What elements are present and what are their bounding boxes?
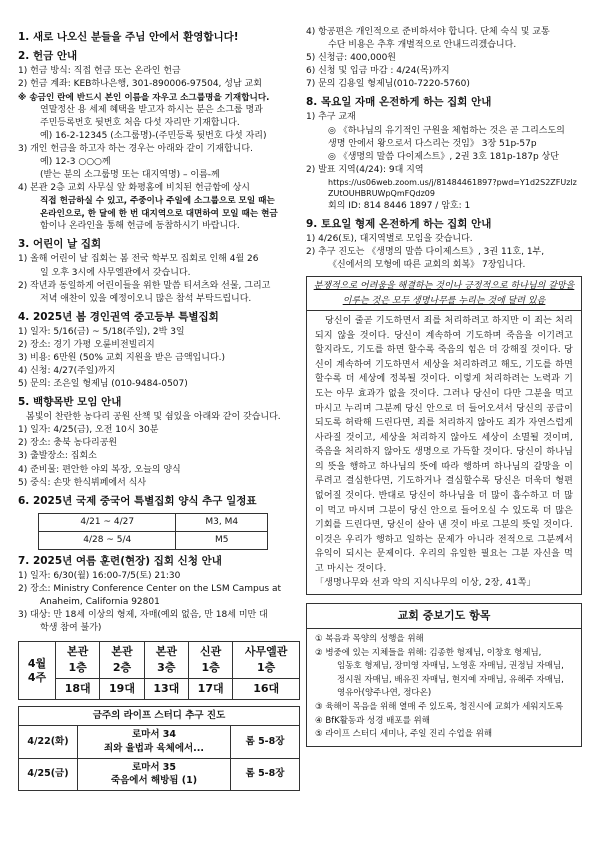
section-5-title: 5. 백향목반 모임 안내 xyxy=(18,396,122,409)
s8-line: 회의 ID: 814 8446 1897 / 암호: 1 xyxy=(328,200,471,211)
schedule-week-line: 4월 xyxy=(27,656,47,670)
s2-line: (받는 분의 소그룹명 또는 대지역명) – 이름-께 xyxy=(40,170,220,181)
s5-line: 2) 장소: 충북 농다리공원 xyxy=(18,438,118,449)
table-row xyxy=(39,531,268,549)
life-study-table xyxy=(18,706,300,791)
s2-line: 1) 헌금 방식: 직접 헌금 또는 온라인 헌금 xyxy=(18,66,181,77)
prayer-item: ⑤ 라이프 스터디 세미나, 주일 진리 수업을 위해 xyxy=(315,729,493,740)
s9-line: 2) 추구 진도는 《생명의 말씀 다이제스트》, 3권 11호, 1부, xyxy=(306,247,545,258)
s3-line: 2) 작년과 동일하게 어린이들을 위한 말씀 티셔츠와 선물, 그리고 xyxy=(18,280,271,291)
section-7-title: 7. 2025년 여름 훈련(현장) 집회 신청 안내 xyxy=(18,554,222,567)
prayer-item: ① 복음과 목양의 성행을 위해 xyxy=(315,633,424,644)
s9-line: 《신에서의 모형에 따른 교회의 회복》 7장입니다. xyxy=(328,260,526,271)
life-study-title: 금주의 라이프 스터디 추구 진도 xyxy=(19,707,300,726)
s5-line: 5) 중식: 손맛 한식뷔페에서 식사 xyxy=(18,477,147,488)
s8-line: ◎ 《생명의 말씀 다이제스트》, 2권 3호 181p-187p 상단 xyxy=(328,151,559,162)
col-top: 신관 xyxy=(200,645,222,659)
section-9-title: 9. 토요일 형제 온전하게 하는 집회 안내 xyxy=(306,217,492,230)
s7-line: 2) 장소: Ministry Conference Center on the LSM Campus at xyxy=(18,584,282,595)
schedule-val: 17대 xyxy=(188,679,232,700)
s9-line: 1) 4/26(토), 대지역별로 모임을 갖습니다. xyxy=(306,234,473,245)
section-3-title: 3. 어린이 날 집회 xyxy=(18,238,102,251)
life-date: 4/22(화) xyxy=(19,725,78,758)
life-topic xyxy=(78,725,231,758)
left-column xyxy=(18,26,300,791)
s4-line: 5) 문의: 조은일 형제님 (010-9484-0507) xyxy=(18,379,188,390)
schedule-val: 16대 xyxy=(233,679,300,700)
prayer-item: ③ 육해이 목음을 위해 열매 주 있도록, 청진시에 교회가 세워지도록 xyxy=(315,701,564,712)
s5-line: 1) 일자: 4/25(금), 오전 10시 30분 xyxy=(18,425,159,436)
s2-line: 2) 헌금 계좌: KEB하나은행, 301-890006-97504, 성남 교회 xyxy=(18,79,262,90)
section-8-title: 8. 목요일 자매 온전하게 하는 집회 안내 xyxy=(306,96,492,109)
schedule-val: 18대 xyxy=(56,679,100,700)
schedule-val: 19대 xyxy=(100,679,144,700)
s4-line: 1) 일자: 5/16(금) ~ 5/18(주일), 2박 3일 xyxy=(18,326,185,337)
s5-line: 봄빛이 찬란한 농다리 공원 산책 및 쉼있을 아래와 같이 갖습니다. xyxy=(26,412,281,423)
prayer-item: 임동호 형제님, 장미영 자매님, 노영훈 자매님, 권정님 자매님, xyxy=(337,661,564,672)
s2-line: 예) 12-3 ○○○께 xyxy=(40,157,111,168)
col-mid: 1층 xyxy=(257,661,276,675)
schedule-col xyxy=(56,642,100,679)
life-topic xyxy=(78,758,231,791)
s7-line: 1) 일자: 6/30(월) 16:00-7/5(토) 21:30 xyxy=(18,571,181,582)
s6-table xyxy=(38,513,268,550)
s3-line: 1) 올해 어린이 날 집회는 봄 전국 학부모 집회로 인해 4월 26 xyxy=(18,254,259,265)
col-top: 본관 xyxy=(67,645,89,659)
prayer-item: 정시원 자매님, 배유진 자매님, 현지예 자매님, 유해주 자매님, xyxy=(337,674,564,685)
life-t2: 죽음에서 해방됨 (1) xyxy=(110,775,198,787)
s5-line: 3) 출발장소: 집회소 xyxy=(18,451,97,462)
s2-line: 4) 본관 2층 교회 사무실 앞 화평홈에 비치된 헌금함에 상시 xyxy=(18,183,250,194)
s2-line: 온라인으로, 한 달에 한 번 대지역으로 대면하여 모일 때는 현금 xyxy=(40,208,278,219)
table-row xyxy=(19,679,300,700)
life-chapter: 롬 5-8장 xyxy=(231,758,300,791)
section-2-body xyxy=(18,65,300,233)
table-row xyxy=(19,725,300,758)
prayer-title: 교회 중보기도 항목 xyxy=(307,604,581,629)
life-t1: 로마서 35 xyxy=(131,761,177,773)
s6-val: M3, M4 xyxy=(176,513,268,531)
table-row xyxy=(19,707,300,726)
s2-line: 3) 개인 헌금을 하고자 하는 경우는 아래와 같이 기재합니다. xyxy=(18,144,253,155)
s7-line: 학생 참여 불가) xyxy=(40,623,102,634)
s2-line: ※ 송금인 란에 반드시 본인 이름을 자우고 소그룹명을 기재합니다. xyxy=(18,92,270,103)
s8-link[interactable]: https://us06web.zoom.us/j/81484461897?pwd=Y1d2S2ZFUzlz xyxy=(328,177,577,187)
table-row xyxy=(19,758,300,791)
s7-cont-line: 4) 항공편은 개인적으로 준비하셔야 합니다. 단체 숙식 및 교통 xyxy=(306,27,550,37)
section-6-title: 6. 2025년 국제 중국어 특별집회 양식 추구 일정표 xyxy=(18,494,257,507)
s6-val: M5 xyxy=(176,531,268,549)
s2-line: 함이나 온라인을 통해 헌금에 동참하시기 바랍니다. xyxy=(40,221,240,232)
col-top: 본관 xyxy=(111,645,133,659)
prayer-box xyxy=(306,603,582,747)
s7-line: Anaheim, California 92801 xyxy=(40,597,160,608)
s4-line: 2) 장소: 경기 가평 오륜비전빌리지 xyxy=(18,339,155,350)
s2-line: 직접 헌금하실 수 있고, 주중이나 주일에 소그룹으로 모일 때는 xyxy=(40,196,275,207)
cleaning-schedule-table xyxy=(18,641,300,700)
s8-line: 2) 발표 지역(4/24): 9대 지역 xyxy=(306,164,424,175)
right-column xyxy=(306,26,582,747)
life-date: 4/25(금) xyxy=(19,758,78,791)
col-mid: 3층 xyxy=(157,661,176,675)
essay-box xyxy=(306,276,582,595)
prayer-item: ② 병중에 있는 지체들을 위해: 김종한 형제님, 이창호 형제님, xyxy=(315,647,542,658)
section-2-title: 2. 헌금 안내 xyxy=(18,50,78,63)
prayer-item: ④ BfK활동과 성경 배포를 위해 xyxy=(315,715,430,726)
essay-text: 당신이 줄곧 기도하면서 죄를 처리하려고 하지만 이 죄는 처리되지 않을 것이다. 당신이 계속하여 기도하며 죽음을 이기려고 할지라도, 기도를 하면 할수록 죽음의 힘은 더 강해질 것이다. 당신이 계속하여 기도하면서 세상을 처리하려고 해도, 기도를 하면 할수록 더 세상에 정복될 것이다. 이렇게 처리하려는 노력과 기도는 아무 효과가 없을 것이다. 그러나 당신이 다만 그분을 먹고 마시고 누리며 그분께 당신 안으로 더 들어오셔서 당신의 공급이 되도록 허락해 드린다면, 죄를 처리하지 않아도 죄가 자연스럽게 사라질 것이고, 세상을 처리하지 않아도 세상이 소멸될 것이며, 죽음을 처리하지 않아도 생명으로 가득할 것이다. 당신이 하나님의 뜻을 행하고 하나님의 뜻에 따라 행하며 하나님의 갈망을 이루려고 결심한다면, 기도하거나 결심할수록 당신은 더욱더 형편없어질 것이다. 반대로 당신이 하나님을 더 많이 흡수하고 더 많이 먹고 마시며 그분이 당신 안으로 들어오실 수 있도록 더 많은 기회를 드린다면, 당신이 살아 낸 것이 바로 그분의 뜻일 것이다. 이것은 우리가 행하고 일하는 문제가 아니라 전적으로 그분께서 유익이 되시는 문제이다. 우리의 유일한 필요는 그분 자신을 먹고 마시는 것이다. xyxy=(315,316,573,574)
table-row xyxy=(39,513,268,531)
essay-body xyxy=(307,311,581,594)
schedule-col xyxy=(100,642,144,679)
s7-cont-line: 5) 신청금: 400,000원 xyxy=(306,53,396,64)
essay-heading: 분쟁적으로 어려움을 해결하는 것이나 긍정적으로 하나님의 갈망을 이루는 것은 모두 생명나무를 누리는 것에 달려 있음 xyxy=(307,277,581,311)
table-row xyxy=(19,642,300,679)
s2-line: 연말정산 용 세제 혜택을 받고자 하시는 분은 소그룹 명과 xyxy=(40,104,263,115)
s5-line: 4) 준비물: 편안한 야외 복장, 오늘의 양식 xyxy=(18,464,181,475)
col-mid: 1층 xyxy=(68,661,87,675)
schedule-col xyxy=(144,642,188,679)
s6-date: 4/21 ~ 4/27 xyxy=(39,513,176,531)
life-chapter: 롬 5-8장 xyxy=(231,725,300,758)
s7-cont-line: 7) 문의 김용일 형제님(010-7220-5760) xyxy=(306,79,470,90)
section-4-title: 4. 2025년 봄 경인권역 중고등부 특별집회 xyxy=(18,310,219,323)
col-mid: 2층 xyxy=(112,661,132,675)
s7-cont-line: 6) 신청 및 입금 마감 : 4/24(목)까지 xyxy=(306,66,450,77)
col-top: 사무엘관 xyxy=(244,645,288,659)
schedule-col xyxy=(233,642,300,679)
essay-source: 「생명나무와 선과 악의 지식나무의 이상, 2장, 41쪽」 xyxy=(315,578,536,589)
schedule-week xyxy=(19,642,56,700)
schedule-val: 13대 xyxy=(144,679,188,700)
s2-line: 주민등록번호 뒷번호 처음 다섯 자리만 기재합니다. xyxy=(40,118,240,129)
s4-line: 4) 신청: 4/27(주일)까지 xyxy=(18,366,116,377)
s8-line: ◎ 《하나님의 유기적인 구원을 체험하는 것은 곧 그리스도의 xyxy=(328,125,565,136)
col-top: 본관 xyxy=(155,645,177,659)
schedule-col xyxy=(188,642,232,679)
prayer-body xyxy=(307,629,581,746)
col-mid: 1층 xyxy=(201,661,220,675)
s8-link[interactable]: ZUtOUHBRUWpQmFQdz09 xyxy=(328,189,435,199)
s7-line: 3) 대상: 만 18세 이상의 형제, 자매(예외 없음, 만 18세 미만 대 xyxy=(18,610,268,621)
life-t2: 죄와 율법과 육체에서... xyxy=(103,742,205,754)
s8-line: 1) 추구 교재 xyxy=(306,112,356,123)
s8-line: 생명 안에서 왕으로서 다스리는 것임》 3장 51p-57p xyxy=(328,138,537,149)
s4-line: 3) 비용: 6만원 (50% 교회 지원을 받은 금액입니다.) xyxy=(18,352,226,363)
prayer-item: 영유아(양주나연, 정다온) xyxy=(337,688,432,699)
s2-line: 예) 16-2-12345 (소그룹명)-(주민등록 뒷번호 다섯 자리) xyxy=(40,131,267,142)
s3-line: 저녁 애찬이 있을 예정이오니 많은 참석 부탁드립니다. xyxy=(40,293,252,304)
s7-cont-line: 수단 비용은 추후 개별적으로 안내드리겠습니다. xyxy=(328,40,517,51)
s3-line: 일 오후 3시에 사무엘관에서 갖습니다. xyxy=(40,267,191,278)
s6-date: 4/28 ~ 5/4 xyxy=(39,531,176,549)
schedule-week-line: 4주 xyxy=(27,670,47,684)
life-t1: 로마서 34 xyxy=(131,728,177,740)
section-1-title: 1. 새로 나오신 분들을 주님 안에서 환영합니다! xyxy=(18,31,239,43)
